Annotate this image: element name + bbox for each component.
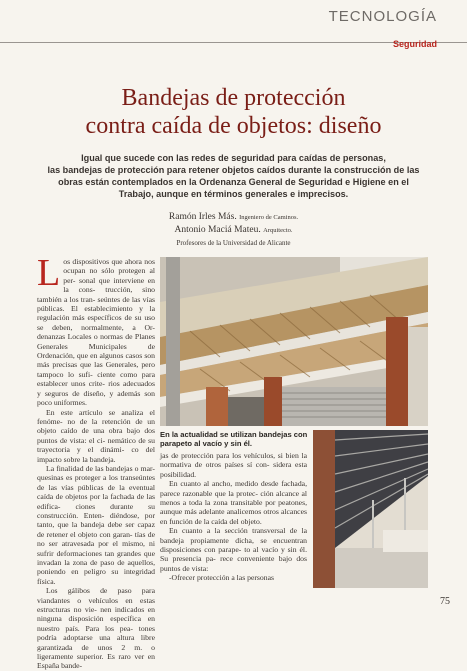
- lead-line: las bandejas de protección para retener objetos caídos durante la construcción de las: [47, 165, 420, 175]
- paragraph: L os dispositivos que ahora nos ocupan no sólo protegen al per- sonal que interviene en la cons- trucción, sino también a los tran- seúntes de las vías públicas. El establecimiento y la regulación más específicos de su uso se deben, normalmente, a Or- denanzas Locales o normas de Planes Generales Municipales de Ordenación, que en algunos casos son más precisas que las Generales, pero tampoco lo sufi- ciente como para establecer unos crite- rios adecuados y seguros de diseño, y además son poco uniformes.: [37, 252, 156, 408]
- author-name: Ramón Irles Más.: [168, 212, 237, 222]
- title-line: contra caída de objetos: diseño: [85, 113, 382, 139]
- article-title: [0, 84, 467, 140]
- lead-line: Trabajo, aunque en términos generales e imprecisos.: [118, 189, 349, 199]
- text-column-left: [37, 252, 156, 671]
- photo-image: [160, 257, 428, 426]
- lead-line: Igual que sucede con las redes de seguridad para caídas de personas,: [81, 153, 386, 163]
- drop-cap: L: [37, 252, 61, 294]
- author-line: [0, 211, 467, 224]
- construction-photo-bottom: [313, 430, 428, 588]
- photo-caption: En la actualidad se utilizan bandejas con parapeto al vacío y sin él.: [160, 430, 308, 449]
- author-role: Arquitecto.: [263, 227, 293, 234]
- paragraph: -Ofrecer protección a las personas: [169, 573, 275, 583]
- authors-block: [0, 211, 467, 249]
- title-line: Bandejas de protección: [121, 85, 346, 111]
- article-lead: [18, 152, 449, 200]
- paragraph: La finalidad de las bandejas o mar- quesinas es proteger a los transeúntes de las vías públicas de la eventual caída de objetos por la fachada de las edifica- ciones durante su construcción. Enten- diéndose, por tanto, que la bandeja debe ser capaz de retener el objeto con garan- tías de no ser atravesada por el mismo, ni sufrir deformaciones tan grandes que invadan la zona de paso de aquellos, poniendo en peligro su integridad física.: [37, 463, 156, 586]
- paragraph: En cuanto a la sección transversal de la bandeja propiamente dicha, se encuentran disposiciones con parape- to al vacío y sin él. Su presencia pa- rece conveniente bajo dos puntos de vista:: [160, 526, 307, 573]
- paragraph: En este artículo se analiza el fenóme- no de la retención de un objeto caído de una obra bajo dos puntos de vista: el ci- nemático de su trayectoria y el dinámi- co del impacto sobre la bandeja.: [37, 407, 156, 464]
- construction-photo-top: [160, 257, 428, 426]
- author-role: Ingeniero de Caminos.: [239, 214, 299, 221]
- paragraph: jas de protección para los vehículos, si bien la normativa de otros países sí con- sidera esta posibilidad.: [160, 451, 308, 479]
- author-name: Antonio Maciá Mateu.: [174, 225, 261, 235]
- photo-image: [313, 430, 428, 588]
- paragraph: En cuanto al ancho, medido desde fachada, parece razonable que la protec- ción alcance al menos a toda la zona transitable por peatones, aunque más adelante analicemos otros alcances en función de la caída del objeto.: [160, 479, 308, 526]
- author-line: [0, 224, 467, 237]
- section-title: TECNOLOGÍA: [328, 8, 437, 25]
- text-column-middle: [160, 451, 307, 583]
- paragraph: Los gálibos de paso para viandantes o vehículos en estas estructuras no vie- nen indicados en ninguna disposición específica en nuestro país. Para los pea- tones podría adoptarse una altura libre garantizada de unos 2 m. o ligeramente superior. Es raro ver en España bande-: [37, 586, 156, 671]
- author-affiliation: Profesores de la Universidad de Alicante: [176, 239, 291, 247]
- page-number: 75: [440, 596, 450, 607]
- lead-line: obras están contemplados en la Ordenanza General de Seguridad e Higiene en el: [58, 177, 409, 187]
- subsection-label: Seguridad: [392, 39, 437, 49]
